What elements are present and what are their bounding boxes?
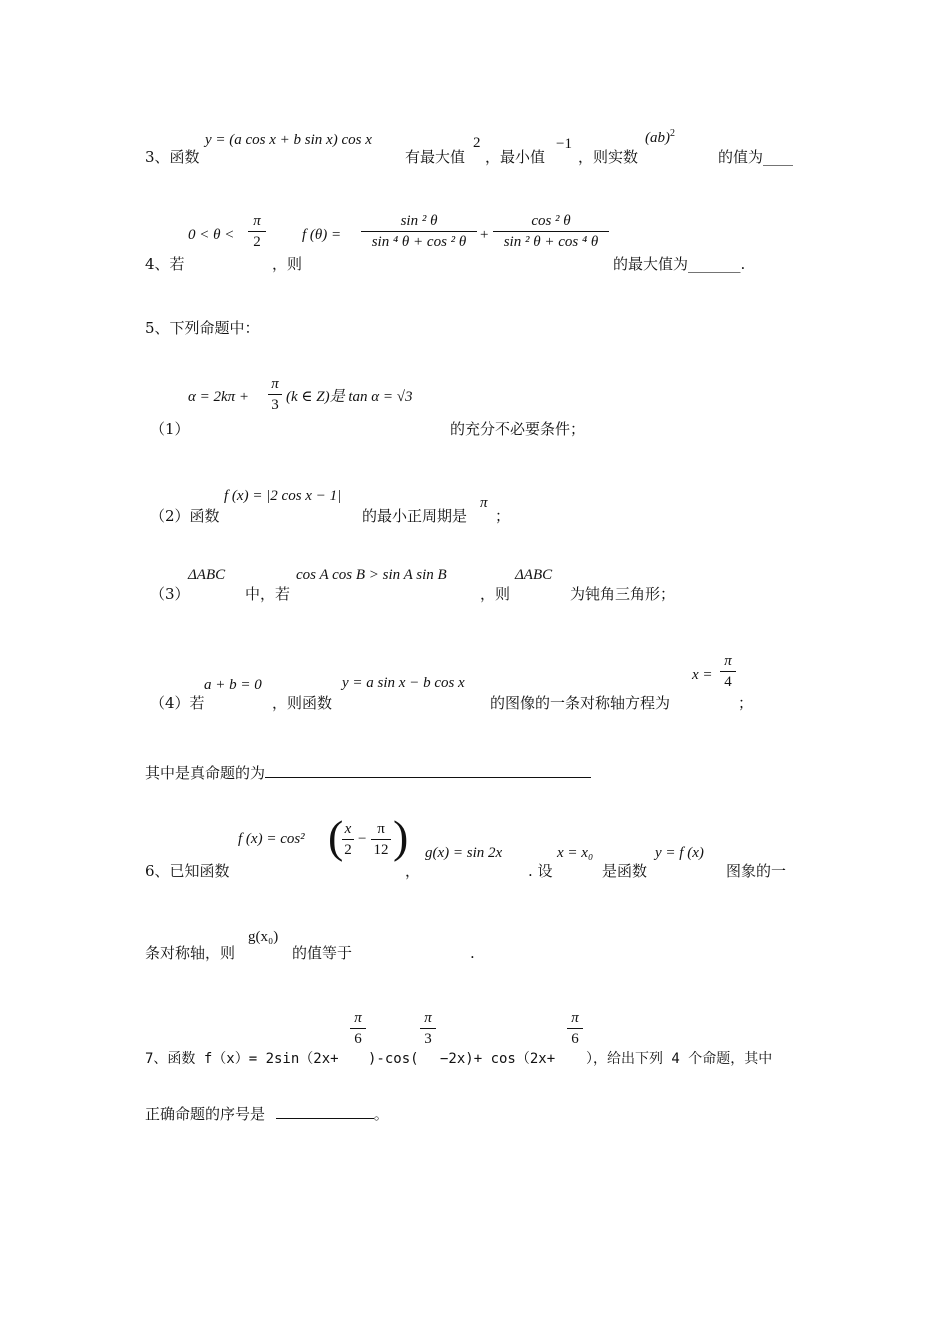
q5-answer-line (145, 763, 591, 781)
q3-min-value: −1 (556, 136, 572, 152)
q6-tail-1: 图象的一 (726, 862, 787, 880)
q3-ask: 的值为____ (718, 148, 794, 166)
q6-x0-formula: x = x₀ (557, 845, 594, 861)
q5-item4-function: y = a sin x − b cos x (342, 675, 465, 691)
q5-item4-mid: ，则函数 (272, 694, 333, 712)
q6-comma: ， (405, 862, 421, 880)
q5-answer-prompt: 其中是真命题的为 (145, 764, 266, 782)
q6-prefix: 6、已知函数 (145, 862, 230, 880)
q6-let-text: . 设 (528, 862, 553, 880)
q4-condition: 0 < θ < (188, 227, 235, 243)
q5-item4-end: ； (738, 694, 754, 712)
q7-line2-text: 正确命题的序号是 (145, 1105, 266, 1123)
q6-g-formula: g(x) = sin 2x (425, 845, 503, 861)
q6-paren-fraction-2: π 12 (371, 820, 391, 859)
q6-period: . (470, 944, 475, 962)
q6-value-text: 的值等于 (292, 944, 353, 962)
q5-intro: 5、下列命题中： (145, 319, 260, 337)
q7-fraction-3: π 6 (567, 1009, 583, 1048)
q5-item4-axis-lhs: x = (692, 667, 713, 683)
q3-min-text: ，最小值 (485, 148, 546, 166)
q7-answer-blank (276, 1104, 374, 1119)
q3-formula: y = (a cos x + b sin x) cos x (205, 132, 372, 148)
q5-item1-fraction: π 3 (268, 375, 282, 414)
q4-f-lhs: f (θ) = (302, 227, 342, 243)
q5-item3-label: （3） (150, 585, 190, 603)
q3-expression: (ab)$^2$ (645, 128, 675, 146)
q4-prefix: 4、若 (145, 255, 185, 273)
q5-item1-label: （1） (150, 420, 190, 438)
q4-fraction-2: cos ² θ sin ² θ + cos ⁴ θ (493, 212, 609, 251)
q7-part-c: −2x)+ cos（2x+ (440, 1051, 556, 1067)
q6-line2-text: 条对称轴，则 (145, 944, 236, 962)
q4-condition-fraction: π 2 (248, 212, 266, 251)
q5-item2-pi: π (480, 495, 488, 511)
q5-item2-label: （2）函数 (150, 507, 220, 525)
q7-line2-end: 。 (373, 1105, 389, 1123)
q5-item1-formula-a: α = 2kπ + (188, 389, 250, 405)
q6-minus: − (358, 831, 367, 847)
q3-then-text: ，则实数 (578, 148, 639, 166)
q7-fraction-2: π 3 (420, 1009, 436, 1048)
q5-item2-end: ； (495, 507, 511, 525)
q6-y-formula: y = f (x) (655, 845, 704, 861)
q7-part-d: ），给出下列 4 个命题，其中 (586, 1051, 773, 1067)
q5-item4-label: （4）若 (150, 694, 205, 712)
q5-item3-triangle-2: ΔABC (515, 567, 553, 583)
q5-item3-mid: 中，若 (245, 585, 291, 603)
q5-item3-inequality: cos A cos B > sin A sin B (296, 567, 447, 583)
q5-item4-condition: a + b = 0 (204, 677, 262, 693)
q7-line-2 (145, 1104, 389, 1122)
q7-part-a: 7、函数 f（x）= 2sin（2x+ (145, 1051, 339, 1067)
q4-fraction-1: sin ² θ sin ⁴ θ + cos ² θ (361, 212, 477, 251)
q5-item4-axis-fraction: π 4 (720, 652, 736, 691)
q5-item1-text: 的充分不必要条件； (450, 420, 586, 438)
q5-item4-text: 的图像的一条对称轴方程为 (490, 694, 671, 712)
q5-item3-text: 为钝角三角形； (570, 585, 676, 603)
q7-part-b: )-cos( (368, 1051, 419, 1067)
q5-item3-then: ，则 (480, 585, 511, 603)
q4-plus: + (480, 227, 489, 243)
q5-item1-formula-b: (k ∈ Z)是 tan α = √3 (286, 389, 413, 405)
q5-item3-triangle-1: ΔABC (188, 567, 226, 583)
q6-paren-fraction-1: x 2 (342, 820, 354, 859)
q5-item2-text: 的最小正周期是 (362, 507, 468, 525)
q3-max-text: 有最大值 (405, 148, 466, 166)
q3-max-value: 2 (473, 135, 481, 151)
q4-comma: ，则 (272, 255, 303, 273)
q7-fraction-1: π 6 (350, 1009, 366, 1048)
q4-ask: 的最大值为_______. (613, 255, 746, 273)
q6-g-x0: g(x₀) (248, 929, 279, 945)
q6-left-paren: ( (328, 811, 344, 862)
q6-f-formula: f (x) = cos² (238, 831, 305, 847)
q5-answer-blank (265, 763, 591, 778)
q6-is-text: 是函数 (602, 862, 648, 880)
q5-item2-formula: f (x) = |2 cos x − 1| (224, 488, 342, 504)
q3-prefix: 3、函数 (145, 148, 200, 166)
q6-right-paren: ) (393, 811, 409, 862)
